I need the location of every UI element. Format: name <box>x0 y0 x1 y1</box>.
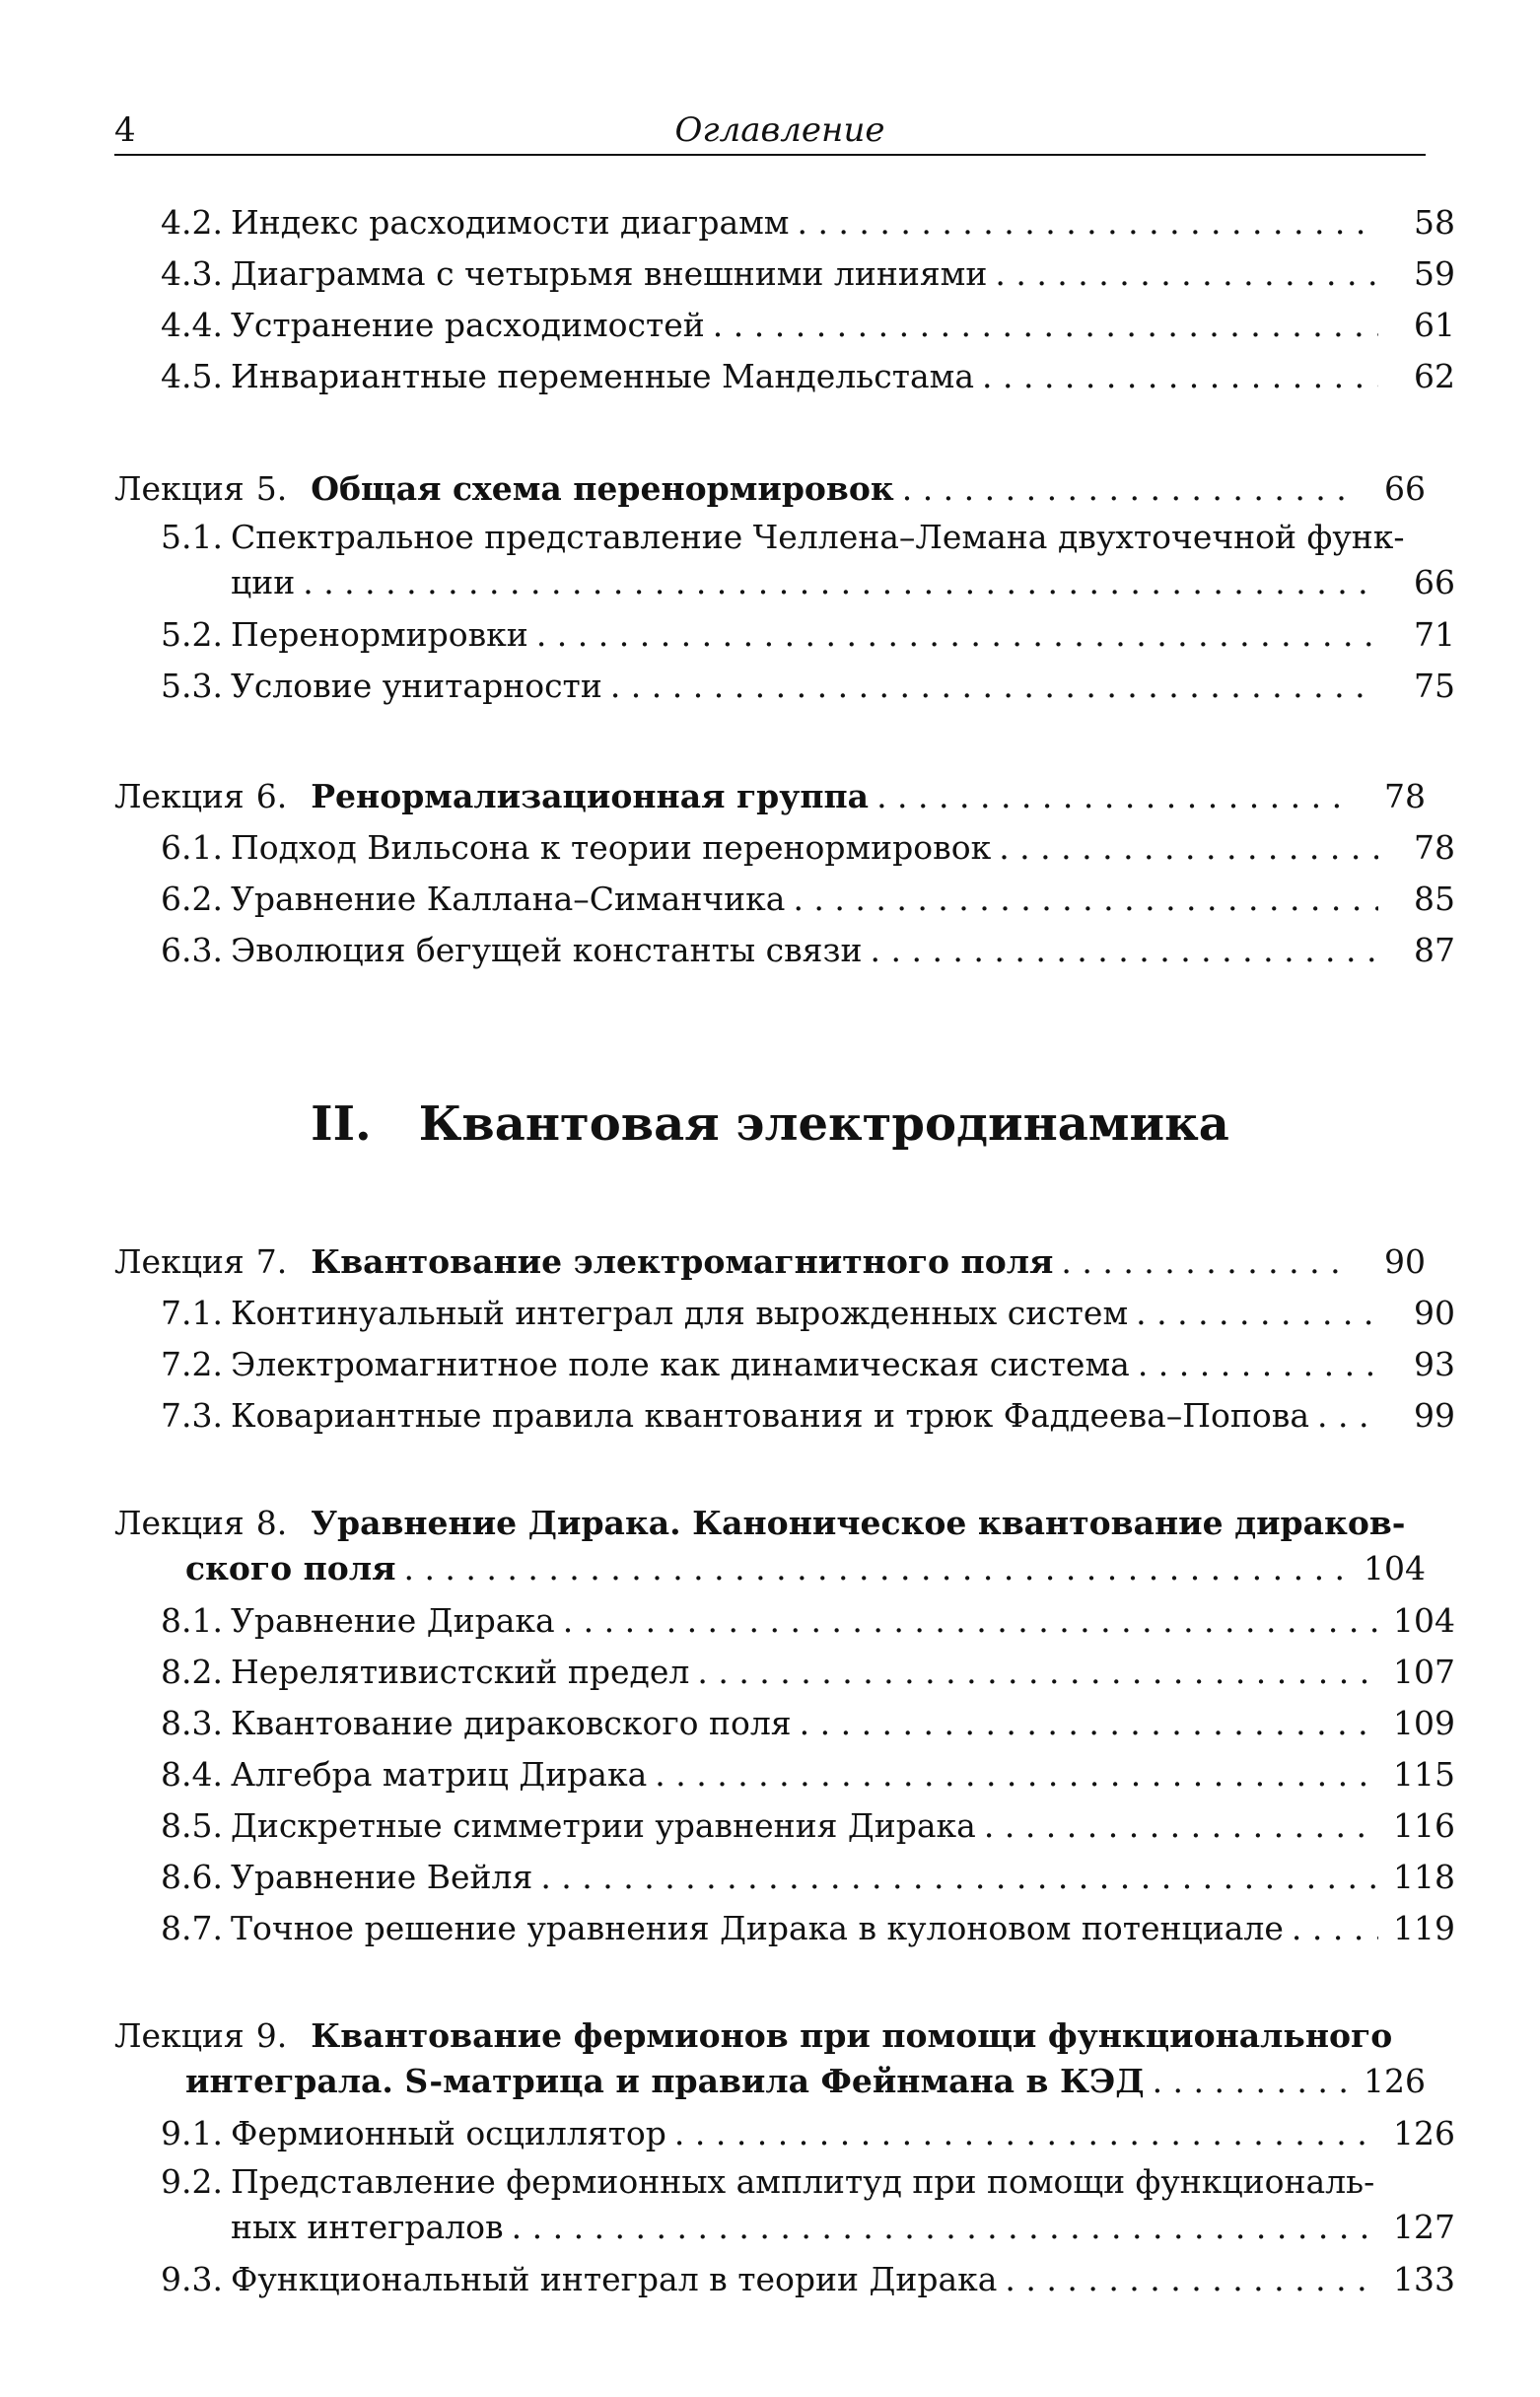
toc-entry-6-2[interactable] <box>114 874 1455 925</box>
page-ref: 78 <box>1384 777 1426 815</box>
toc-entry-6-3[interactable] <box>114 925 1455 976</box>
page-ref: 126 <box>1393 2114 1455 2152</box>
section-title: Уравнение Каллана–Симанчика <box>231 880 786 918</box>
section-title: Устранение расходимостей <box>231 306 705 344</box>
toc-entry-6-1[interactable] <box>114 822 1455 874</box>
section-number: 5.1. <box>161 518 223 556</box>
section-number: 7.1. <box>161 1294 223 1332</box>
section-title: Ковариантные правила квантования и трюк Фаддеева–Попова <box>231 1396 1310 1435</box>
dot-leader <box>403 1546 1349 1591</box>
section-title: Нерелятивистский предел <box>231 1653 690 1691</box>
lecture-number: 6. <box>255 777 288 815</box>
toc-entry-5-2[interactable] <box>114 609 1455 661</box>
dot-leader <box>655 1749 1378 1800</box>
section-number: 6.2. <box>161 880 223 918</box>
toc-entry-7-3[interactable] <box>114 1390 1455 1442</box>
page-ref: 104 <box>1364 1549 1426 1587</box>
dot-leader <box>982 351 1378 402</box>
toc-lecture-6[interactable] <box>114 771 1426 822</box>
lecture-number: 5. <box>255 469 288 508</box>
section-number: 5.3. <box>161 667 223 705</box>
toc-entry-8-6[interactable] <box>114 1852 1455 1903</box>
toc-entry-4-4[interactable] <box>114 300 1455 351</box>
dot-leader <box>876 771 1349 822</box>
section-number: 9.1. <box>161 2114 223 2152</box>
toc-entry-9-2[interactable] <box>114 2159 1455 2250</box>
dot-leader <box>984 1800 1378 1852</box>
section-title: Алгебра матриц Дирака <box>231 1755 648 1794</box>
page-ref: 127 <box>1393 2208 1455 2246</box>
lecture-word: Лекция <box>114 1242 245 1281</box>
dot-leader <box>871 925 1379 976</box>
part-number: II. <box>311 1096 372 1152</box>
dot-leader <box>1292 1903 1378 1954</box>
lecture-word: Лекция <box>114 2016 245 2055</box>
page-ref: 90 <box>1384 1242 1426 1281</box>
section-number: 6.1. <box>161 828 223 867</box>
section-title: Фермионный осциллятор <box>231 2114 666 2152</box>
section-title: Условие унитарности <box>231 667 602 705</box>
toc-entry-7-1[interactable] <box>114 1288 1455 1339</box>
toc-entry-9-3[interactable] <box>114 2254 1455 2305</box>
page-ref: 99 <box>1414 1396 1455 1435</box>
page-ref: 58 <box>1414 203 1455 242</box>
page-ref: 78 <box>1414 828 1455 867</box>
section-title: Инвариантные переменные Мандельстама <box>231 357 974 395</box>
section-title-line2: ных интегралов <box>231 2208 504 2246</box>
lecture-word: Лекция <box>114 777 245 815</box>
lecture-number: 8. <box>255 1504 288 1542</box>
part-heading <box>0 1094 1540 1154</box>
page-ref: 61 <box>1414 306 1455 344</box>
dot-leader <box>536 609 1378 661</box>
toc-entry-8-4[interactable] <box>114 1749 1455 1800</box>
toc-entry-4-2[interactable] <box>114 197 1455 248</box>
section-number: 8.7. <box>161 1909 223 1947</box>
section-number: 8.3. <box>161 1704 223 1742</box>
section-number: 9.2. <box>161 2162 223 2201</box>
section-number: 7.3. <box>161 1396 223 1435</box>
lecture-title-line1: Уравнение Дирака. Каноническое квантование дираков- <box>311 1504 1406 1542</box>
section-number: 6.3. <box>161 931 223 969</box>
dot-leader <box>995 248 1378 300</box>
dot-leader <box>610 661 1378 712</box>
section-number: 7.2. <box>161 1345 223 1383</box>
lecture-title-line1: Квантование фермионов при помощи функционального <box>311 2016 1393 2055</box>
toc-lecture-7[interactable] <box>114 1236 1426 1288</box>
toc-entry-8-3[interactable] <box>114 1698 1455 1749</box>
lecture-title-line2: интеграла. S-матрица и правила Фейнмана в КЭД <box>185 2062 1145 2100</box>
page-ref: 104 <box>1393 1601 1455 1640</box>
page-ref: 85 <box>1414 880 1455 918</box>
dot-leader <box>674 2108 1378 2159</box>
toc-entry-4-3[interactable] <box>114 248 1455 300</box>
dot-leader <box>800 1698 1378 1749</box>
dot-leader <box>540 1852 1378 1903</box>
page-ref: 66 <box>1414 563 1455 601</box>
dot-leader <box>902 463 1349 515</box>
page-ref: 116 <box>1393 1806 1455 1845</box>
lecture-title: Ренормализационная группа <box>311 777 870 815</box>
section-title-line1: Спектральное представление Челлена–Лемана двухточечной функ- <box>231 518 1405 556</box>
section-number: 8.2. <box>161 1653 223 1691</box>
section-number: 8.6. <box>161 1858 223 1896</box>
page-ref: 90 <box>1414 1294 1455 1332</box>
section-title-line1: Представление фермионных амплитуд при помощи функциональ- <box>231 2162 1375 2201</box>
section-number: 4.2. <box>161 203 223 242</box>
section-title: Электромагнитное поле как динамическая система <box>231 1345 1130 1383</box>
section-title: Точное решение уравнения Дирака в кулоновом потенциале <box>231 1909 1284 1947</box>
section-number: 9.3. <box>161 2260 223 2298</box>
toc-lecture-9[interactable] <box>114 2013 1426 2104</box>
toc-entry-4-5[interactable] <box>114 351 1455 402</box>
section-title: Уравнение Вейля <box>231 1858 533 1896</box>
section-number: 8.1. <box>161 1601 223 1640</box>
lecture-word: Лекция <box>114 469 245 508</box>
section-title: Индекс расходимости диаграмм <box>231 203 790 242</box>
page-ref: 93 <box>1414 1345 1455 1383</box>
dot-leader <box>1138 1339 1378 1390</box>
running-header-title: Оглавление <box>674 110 885 150</box>
page-ref: 115 <box>1393 1755 1455 1794</box>
page-ref: 126 <box>1364 2062 1426 2100</box>
dot-leader <box>303 560 1378 605</box>
section-title: Квантование дираковского поля <box>231 1704 792 1742</box>
section-number: 4.4. <box>161 306 223 344</box>
section-number: 5.2. <box>161 615 223 654</box>
dot-leader <box>1153 2059 1349 2104</box>
lecture-title: Общая схема перенормировок <box>311 469 894 508</box>
toc-lecture-5[interactable] <box>114 463 1426 515</box>
section-number: 8.5. <box>161 1806 223 1845</box>
page-ref: 59 <box>1414 254 1455 293</box>
section-title: Эволюция бегущей константы связи <box>231 931 863 969</box>
toc-entry-5-1[interactable] <box>114 515 1455 605</box>
page-ref: 66 <box>1384 469 1426 508</box>
dot-leader <box>999 822 1378 874</box>
page-ref: 75 <box>1414 667 1455 705</box>
section-title: Функциональный интеграл в теории Дирака <box>231 2260 998 2298</box>
page-ref: 119 <box>1393 1909 1455 1947</box>
section-title: Континуальный интеграл для вырожденных систем <box>231 1294 1129 1332</box>
dot-leader <box>512 2205 1378 2250</box>
page-ref: 87 <box>1414 931 1455 969</box>
lecture-number: 9. <box>255 2016 288 2055</box>
page-ref: 71 <box>1414 615 1455 654</box>
section-title: Перенормировки <box>231 615 528 654</box>
toc-entry-8-5[interactable] <box>114 1800 1455 1852</box>
toc-entry-8-1[interactable] <box>114 1595 1455 1647</box>
section-title-line2: ции <box>231 563 296 601</box>
section-number: 4.3. <box>161 254 223 293</box>
toc-entry-5-3[interactable] <box>114 661 1455 712</box>
toc-entry-7-2[interactable] <box>114 1339 1455 1390</box>
page-ref: 107 <box>1393 1653 1455 1691</box>
page-number: 4 <box>114 110 136 150</box>
dot-leader <box>797 197 1378 248</box>
page-ref: 133 <box>1393 2260 1455 2298</box>
section-title: Дискретные симметрии уравнения Дирака <box>231 1806 976 1845</box>
toc-lecture-8[interactable] <box>114 1501 1426 1591</box>
dot-leader <box>793 874 1378 925</box>
header-rule <box>114 154 1426 156</box>
toc-entry-8-7[interactable] <box>114 1903 1455 1954</box>
section-title: Подход Вильсона к теории перенормировок <box>231 828 992 867</box>
lecture-title-line2: ского поля <box>185 1549 396 1587</box>
toc-entry-9-1[interactable] <box>114 2108 1455 2159</box>
dot-leader <box>1317 1390 1378 1442</box>
section-number: 8.4. <box>161 1755 223 1794</box>
section-number: 4.5. <box>161 357 223 395</box>
dot-leader <box>1136 1288 1378 1339</box>
section-title: Диаграмма с четырьмя внешними линиями <box>231 254 988 293</box>
page-ref: 118 <box>1393 1858 1455 1896</box>
dot-leader <box>713 300 1378 351</box>
dot-leader <box>1061 1236 1349 1288</box>
page-ref: 62 <box>1414 357 1455 395</box>
dot-leader <box>563 1595 1378 1647</box>
part-title: Квантовая электродинамика <box>418 1096 1229 1152</box>
lecture-word: Лекция <box>114 1504 245 1542</box>
lecture-title: Квантование электромагнитного поля <box>311 1242 1054 1281</box>
page-ref: 109 <box>1393 1704 1455 1742</box>
dot-leader <box>1005 2254 1378 2305</box>
lecture-number: 7. <box>255 1242 288 1281</box>
dot-leader <box>697 1647 1378 1698</box>
toc-entry-8-2[interactable] <box>114 1647 1455 1698</box>
section-title: Уравнение Дирака <box>231 1601 555 1640</box>
